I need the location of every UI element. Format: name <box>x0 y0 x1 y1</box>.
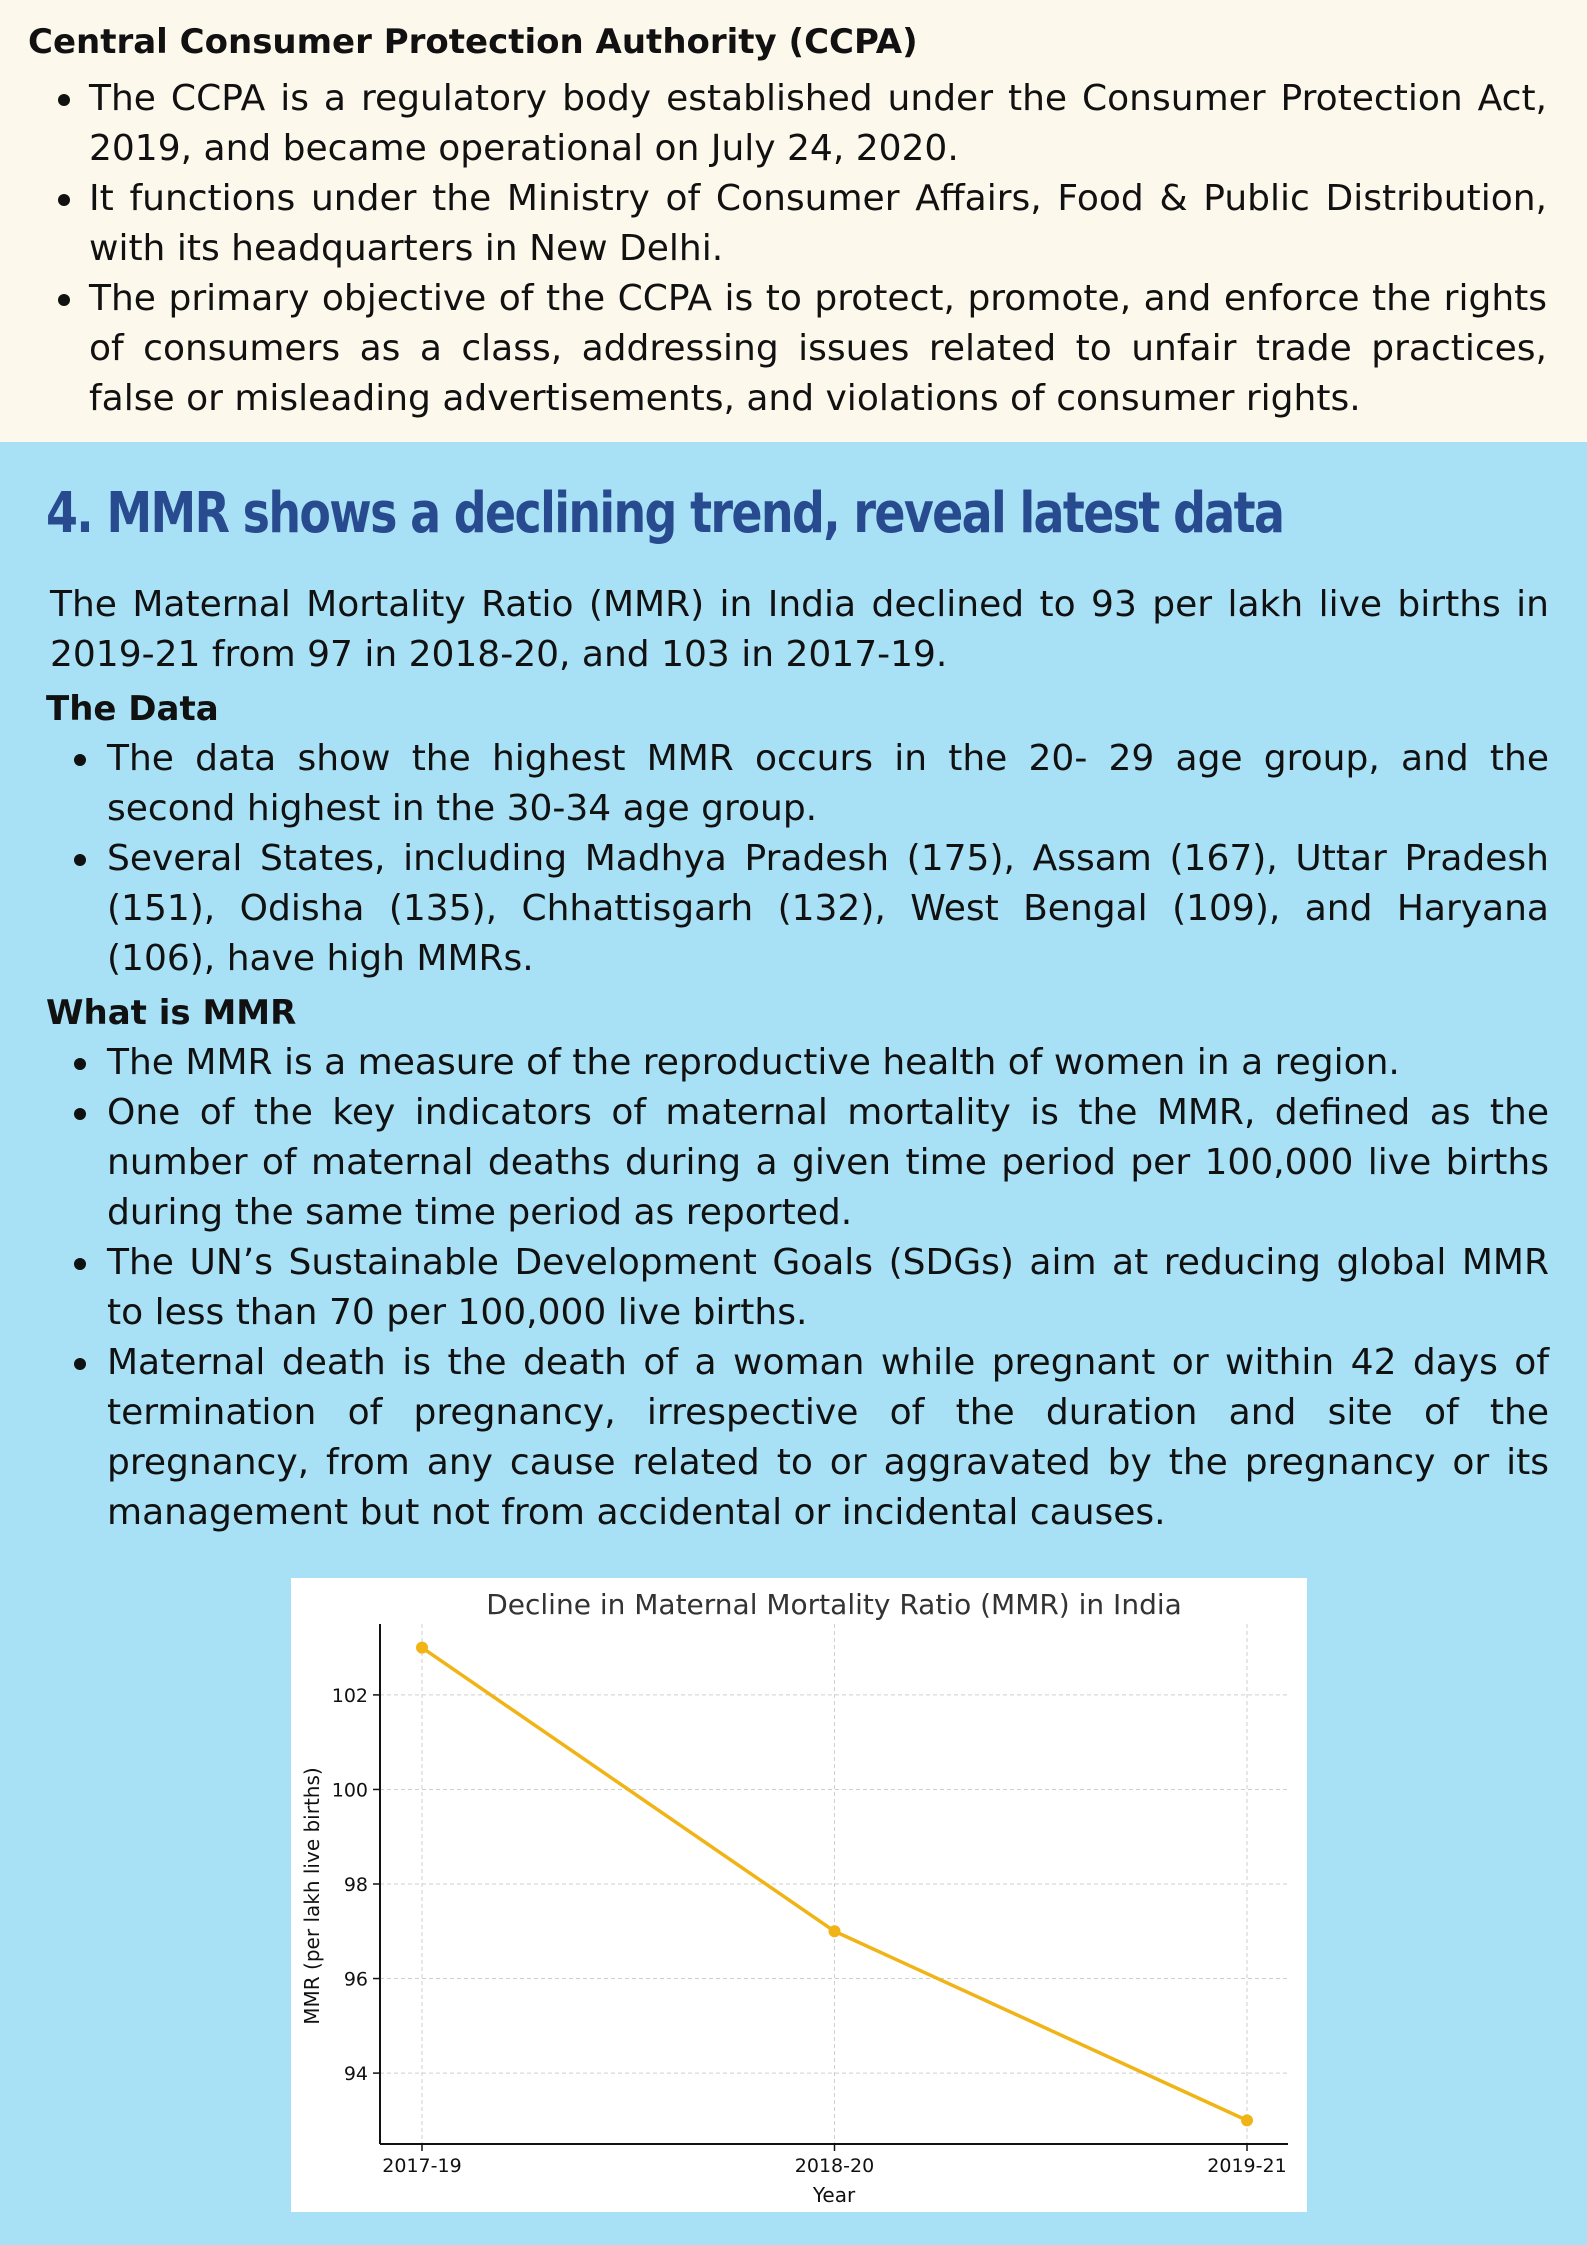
x-tick-label: 2017-19 <box>382 2155 462 2177</box>
y-tick-label: 100 <box>331 1779 368 1802</box>
y-tick-label: 94 <box>343 2063 368 2086</box>
what-heading: What is MMR <box>46 993 297 1033</box>
y-tick-label: 96 <box>343 1968 368 1991</box>
data-point <box>416 1642 428 1654</box>
mmr-chart <box>291 1578 1307 2212</box>
chart-grid <box>380 1624 1288 2144</box>
mmr-section <box>0 442 1587 2245</box>
list-item: One of the key indicators of maternal mortality is the MMR, defined as the number of maternal deaths during a given time period per 100,000 live births during the same time period as reported. <box>46 1088 1549 1238</box>
ccpa-list <box>28 74 1547 424</box>
list-item: It functions under the Ministry of Consumer Affairs, Food & Public Distribution, with its headquarters in New Delhi. <box>28 174 1547 274</box>
list-item: The MMR is a measure of the reproductive health of women in a region. <box>46 1038 1549 1088</box>
data-point <box>1241 2114 1253 2126</box>
chart-ticks <box>332 1685 1287 2177</box>
y-axis-label: MMR (per lakh live births) <box>300 1767 324 2025</box>
data-list <box>46 734 1549 984</box>
list-item: The UN’s Sustainable Development Goals (SDGs) aim at reducing global MMR to less than 70 per 100,000 live births. <box>46 1238 1549 1338</box>
data-point <box>829 1925 841 1937</box>
ccpa-section <box>0 0 1587 442</box>
list-item: The data show the highest MMR occurs in the 20- 29 age group, and the second highest in the 30-34 age group. <box>46 734 1549 834</box>
what-list <box>46 1038 1549 1538</box>
list-item: Several States, including Madhya Pradesh (175), Assam (167), Uttar Pradesh (151), Odisha (135), Chhattisgarh (132), West Bengal (109), and Haryana (106), have high MMRs. <box>46 834 1549 984</box>
mmr-intro: The Maternal Mortality Ratio (MMR) in India declined to 93 per lakh live births in 2019-21 from 97 in 2018-20, and 103 in 2017-19. <box>50 584 1549 675</box>
data-heading: The Data <box>46 689 219 729</box>
chart-title: Decline in Maternal Mortality Ratio (MMR) in India <box>486 1588 1182 1621</box>
mmr-title: 4. MMR shows a declining trend, reveal latest data <box>46 481 1284 546</box>
y-tick-label: 102 <box>331 1684 368 1707</box>
x-tick-label: 2019-21 <box>1207 2155 1287 2177</box>
x-axis-label: Year <box>812 2183 856 2207</box>
list-item: The CCPA is a regulatory body established under the Consumer Protection Act, 2019, and became operational on July 24, 2020. <box>28 74 1547 174</box>
list-item: The primary objective of the CCPA is to protect, promote, and enforce the rights of consumers as a class, addressing issues related to unfair trade practices, false or misleading advertisements, and violations of consumer rights. <box>28 274 1547 424</box>
mmr-line-chart <box>291 1578 1307 2212</box>
y-tick-label: 98 <box>343 1874 368 1896</box>
list-item: Maternal death is the death of a woman while pregnant or within 42 days of termination of pregnancy, irrespective of the duration and site of the pregnancy, from any cause related to or aggravated by the pregnancy or its management but not from accidental or incidental causes. <box>46 1338 1549 1538</box>
x-tick-label: 2018-20 <box>794 2155 875 2177</box>
ccpa-heading: Central Consumer Protection Authority (CCPA) <box>28 22 918 62</box>
